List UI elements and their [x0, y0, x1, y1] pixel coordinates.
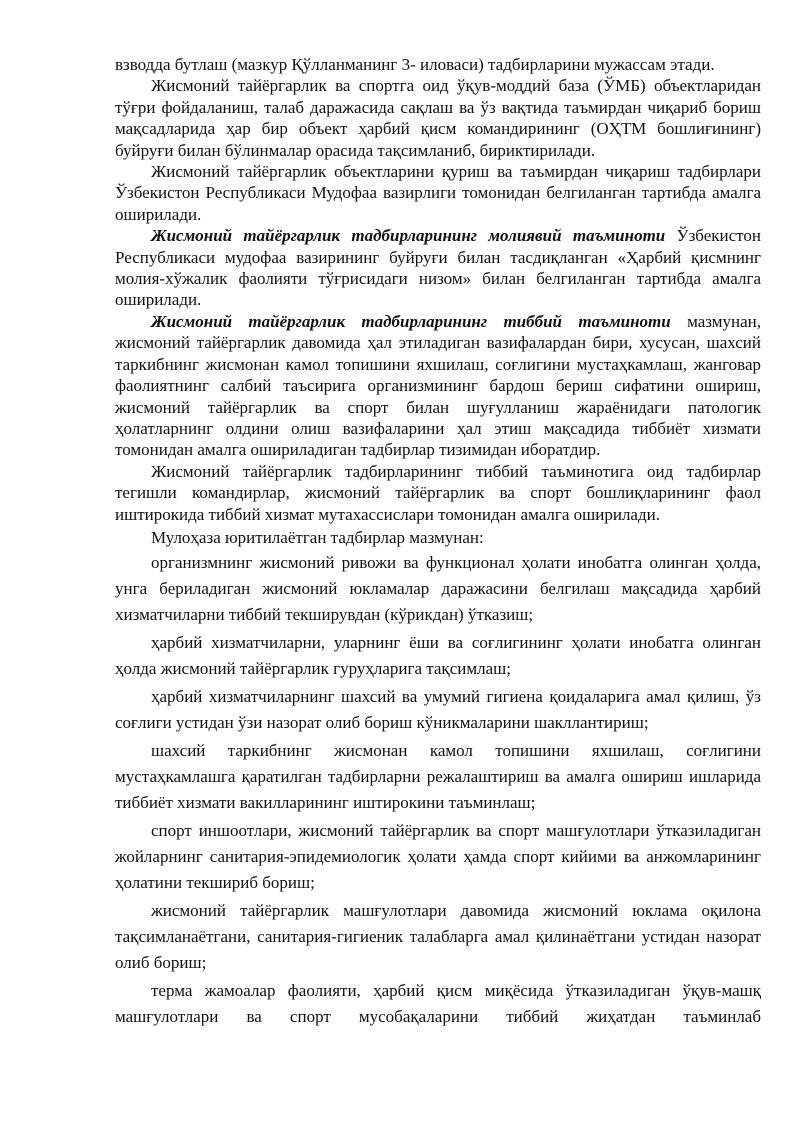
paragraph-medical-support	[115, 311, 761, 461]
list-item: терма жамоалар фаолияти, ҳарбий қисм миқёсида ўтказиладиган ўқув-машқ машғулотлари ва спорт мусобақаларини тиббий жиҳатдан таъминлаб	[115, 981, 761, 1027]
financial-support-heading: Жисмоний тайёргарлик тадбирларининг молиявий таъминоти	[151, 226, 666, 246]
list-item: шахсий таркибнинг жисмонан камол топишини яхшилаш, соғлигини мустаҳкамлашга қаратилган тадбирларни режалаштириш ва амалга ошириш ишларида тиббиёт хизмати вакилларининг иштирокини таъминлаш;	[115, 741, 761, 813]
medical-support-text: мазмунан, жисмоний тайёргарлик давомида ҳал этиладиган вазифалардан бири, хусусан, шахсий таркибнинг жисмонан камол топишини яхшилаш, соғлигини мустаҳкамлаш, жанговар фаолиятнинг салбий таъсирига организмининг бардош бериш сифатини ошириш, жисмоний тайёргарлик ва спорт билан шуғулланиш жараёнидаги патологик ҳолатларнинг олдини олиш вазифаларини ҳал этиш мақсадида тиббиёт хизмати томонидан амалга ошириладиган тадбирлар тизимидан иборатдир.	[115, 311, 761, 460]
medical-support-heading: Жисмоний тайёргарлик тадбирларининг тиббий таъминоти	[151, 311, 671, 331]
paragraph-6: Жисмоний тайёргарлик тадбирларининг тиббий таъминотига оид тадбирлар тегишли командирлар, жисмоний тайёргарлик ва спорт бошлиқларининг фаол иштирокида тиббий хизмат мутахассислари томонидан амалга оширилади.	[115, 461, 761, 524]
paragraph-2: Жисмоний тайёргарлик ва спортга оид ўқув-моддий база (ЎМБ) объектларидан тўғри фойдаланиш, талаб даражасида сақлаш ва ўз вақтида таъмирдан чиқариб бориш мақсадларида ҳар бир объект ҳарбий қисм командирининг (ОҲТМ бошлиғининг) буйруғи билан бўлинмалар орасида тақсимланиб, бириктирилади.	[115, 76, 761, 160]
list-item: ҳарбий хизматчиларнинг шахсий ва умумий гигиена қоидаларига амал қилиш, ўз соғлиги устидан ўзи назорат олиб бориш кўникмаларини шакллантириш;	[115, 687, 761, 733]
paragraph-1: взводда бутлаш (мазкур Қўлланманинг 3- иловаси) тадбирларини мужассам этади.	[115, 55, 715, 74]
list-item: жисмоний тайёргарлик машғулотлари давомида жисмоний юклама оқилона тақсимланаётгани, санитария-гигиеник талабларга амал қилинаётгани устидан назорат олиб бориш;	[115, 901, 761, 973]
list-item: спорт иншоотлари, жисмоний тайёргарлик ва спорт машғулотлари ўтказиладиган жойларнинг санитария-эпидемиологик ҳолати ҳамда спорт кийими ва анжомларининг ҳолатини текшириб бориш;	[115, 821, 761, 893]
document-page	[115, 54, 761, 1030]
paragraph-list-intro: Мулоҳаза юритилаётган тадбирлар мазмунан:	[151, 527, 484, 547]
paragraph-financial-support	[115, 225, 761, 311]
financial-support-text: Ўзбекистон Республикаси мудофаа вазирининг буйруғи билан тасдиқланган «Ҳарбий қисмнинг молия-хўжалик фаолияти тўғрисидаги низом» билан белгиланган тартибда амалга оширилади.	[115, 226, 761, 310]
list-item: ҳарбий хизматчиларни, уларнинг ёши ва соғлигининг ҳолати инобатга олинган ҳолда жисмоний тайёргарлик гуруҳларига тақсимлаш;	[115, 633, 761, 679]
list-item: организмнинг жисмоний ривожи ва функционал ҳолати инобатга олинган ҳолда, унга бериладиган жисмоний юкламалар даражасини белгилаш мақсадида ҳарбий хизматчиларни тиббий текширувдан (кўрикдан) ўтказиш;	[115, 553, 761, 625]
paragraph-3: Жисмоний тайёргарлик объектларини қуриш ва таъмирдан чиқариш тадбирлари Ўзбекистон Республикаси Мудофаа вазирлиги томонидан белгиланган тартибда амалга оширилади.	[115, 162, 761, 224]
